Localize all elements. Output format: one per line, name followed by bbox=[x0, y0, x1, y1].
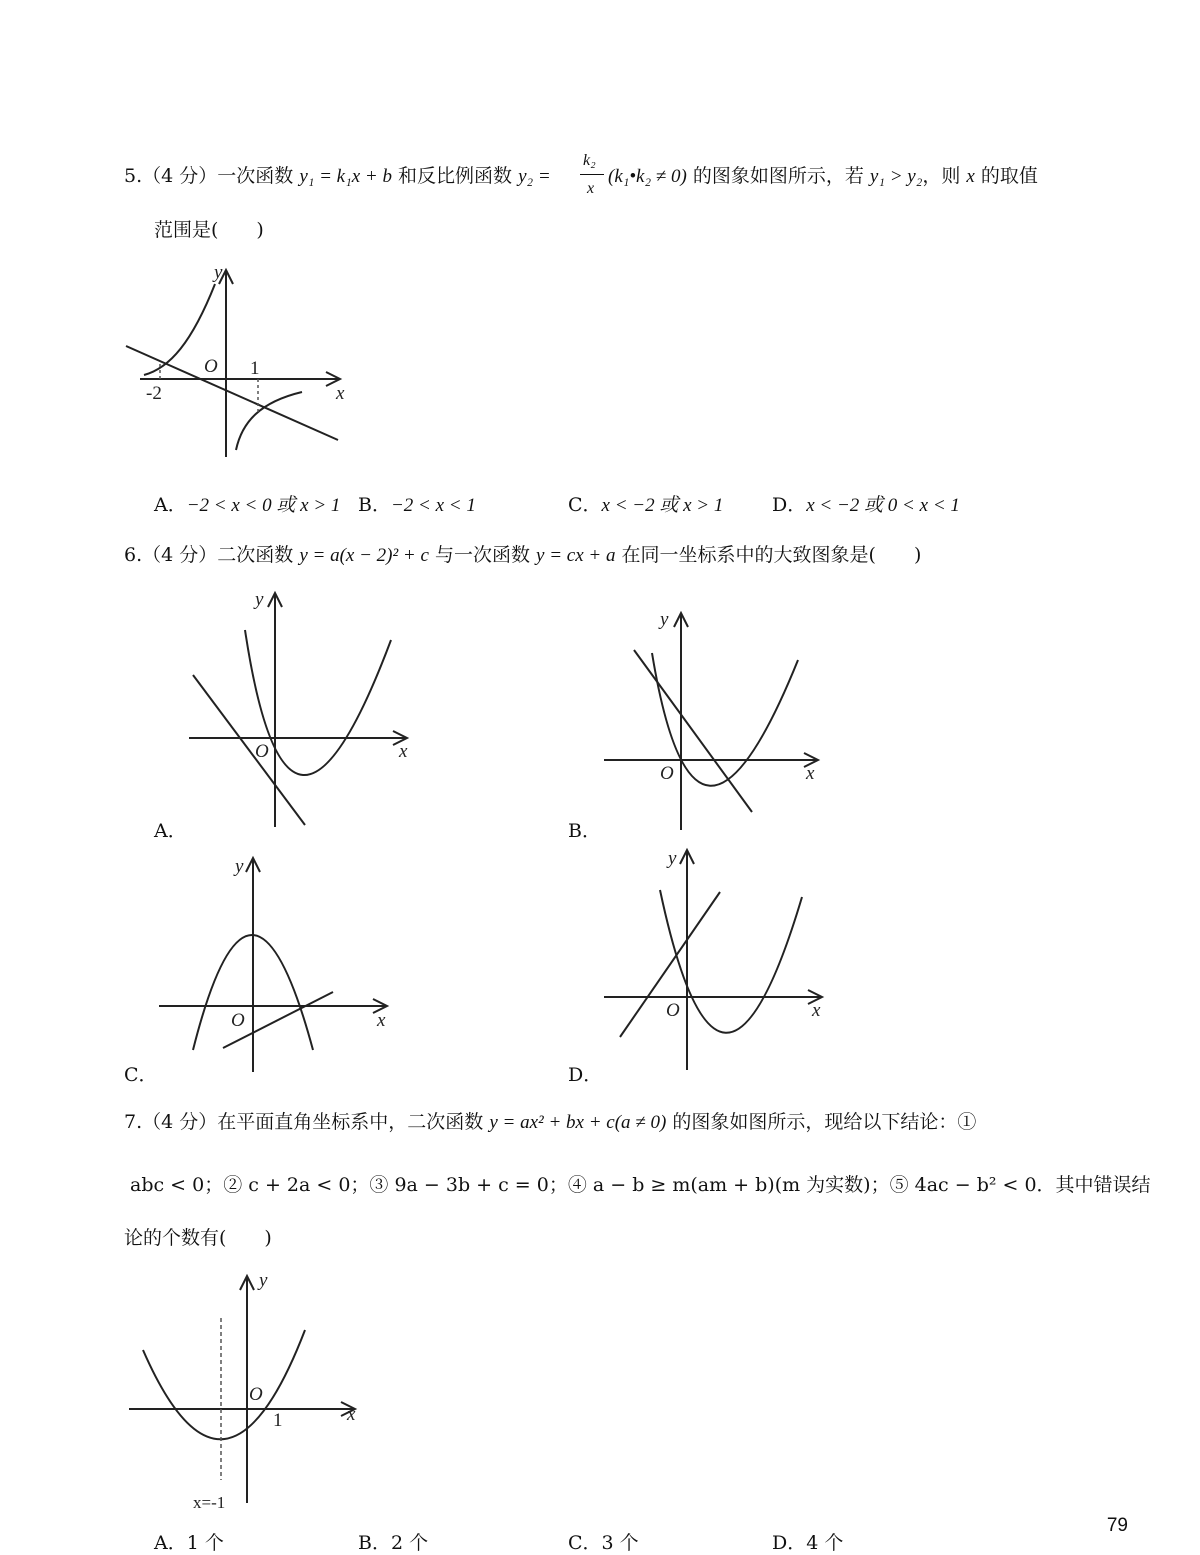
svg-text:y: y bbox=[255, 589, 264, 610]
svg-text:1: 1 bbox=[273, 1410, 283, 1431]
svg-text:x: x bbox=[377, 1010, 386, 1031]
q7-option-c[interactable]: C．3 个 bbox=[568, 1532, 639, 1554]
q6-graph-b bbox=[600, 605, 840, 835]
q7-line3: 论的个数有( ) bbox=[124, 1227, 272, 1249]
q6-graph-d bbox=[600, 842, 840, 1074]
q7-formula: y = ax² + bx + c(a ≠ 0) bbox=[489, 1112, 667, 1133]
svg-text:x=-1: x=-1 bbox=[193, 1493, 226, 1512]
svg-text:O: O bbox=[666, 1000, 680, 1021]
q6-option-b[interactable]: B． bbox=[568, 820, 601, 842]
q5-origin-label: O bbox=[204, 356, 218, 377]
q7-graph bbox=[125, 1268, 365, 1513]
q5-fraction-bar bbox=[580, 174, 604, 175]
q5-fraction-denominator: x bbox=[587, 180, 595, 197]
svg-text:y: y bbox=[660, 609, 669, 630]
q5-formula-linear: y₁ = k₁x + b bbox=[299, 166, 392, 187]
q5-fraction-numerator: k₂ bbox=[583, 152, 596, 169]
q6-option-a[interactable]: A． bbox=[154, 820, 187, 842]
svg-text:x: x bbox=[806, 763, 815, 784]
svg-text:x: x bbox=[812, 1000, 821, 1021]
svg-text:O: O bbox=[660, 763, 674, 784]
q5-option-b[interactable]: B．−2 < x < 1 bbox=[358, 494, 476, 516]
q6-graph-a bbox=[185, 585, 425, 830]
q5-x-label: x bbox=[336, 383, 345, 404]
page-number: 79 bbox=[1106, 1515, 1128, 1536]
q7-line2: abc < 0；② c + 2a < 0；③ 9a − 3b + c = 0；④ a − b ≥ m(am + b)(m 为实数)；⑤ 4ac − b² < 0．其中错误结 bbox=[130, 1174, 1151, 1196]
svg-text:O: O bbox=[255, 741, 269, 762]
q5-tick-1: 1 bbox=[250, 358, 260, 379]
svg-text:x: x bbox=[399, 741, 408, 762]
q5-graph bbox=[120, 262, 370, 462]
q5-tick-minus2: -2 bbox=[146, 383, 162, 404]
q5-option-c[interactable]: C．x < −2 或 x > 1 bbox=[568, 494, 724, 516]
svg-text:y: y bbox=[668, 848, 677, 869]
svg-text:x: x bbox=[347, 1404, 356, 1425]
q7-option-a[interactable]: A．1 个 bbox=[154, 1532, 224, 1554]
q6-formula-quadratic: y = a(x − 2)² + c bbox=[299, 545, 429, 566]
q5-line1: 5.（4 分）一次函数 y₁ = k₁x + b 和反比例函数 y₂ = bbox=[124, 165, 551, 187]
q5-line1-rest: (k₁•k₂ ≠ 0) 的图象如图所示，若 y₁ > y₂，则 x 的取值 bbox=[608, 165, 1038, 187]
svg-text:y: y bbox=[259, 1270, 268, 1291]
svg-text:y: y bbox=[235, 856, 244, 877]
q7-option-b[interactable]: B．2 个 bbox=[358, 1532, 429, 1554]
svg-text:O: O bbox=[249, 1384, 263, 1405]
q5-line2: 范围是( ) bbox=[154, 219, 264, 241]
q7-option-d[interactable]: D．4 个 bbox=[772, 1532, 844, 1554]
svg-text:O: O bbox=[231, 1010, 245, 1031]
q6-line1: 6.（4 分）二次函数 y = a(x − 2)² + c 与一次函数 y = cx + a 在同一坐标系中的大致图象是( ) bbox=[124, 544, 922, 566]
q5-formula-inverse-lhs: y₂ = bbox=[518, 166, 551, 187]
q5-y-label: y bbox=[214, 262, 223, 283]
q6-formula-linear: y = cx + a bbox=[536, 545, 616, 566]
q6-graph-c bbox=[155, 850, 395, 1075]
q6-option-d[interactable]: D． bbox=[568, 1064, 603, 1086]
q5-option-d[interactable]: D．x < −2 或 0 < x < 1 bbox=[772, 494, 960, 516]
q5-option-a[interactable]: A．−2 < x < 0 或 x > 1 bbox=[154, 494, 341, 516]
q6-option-c[interactable]: C． bbox=[124, 1064, 158, 1086]
q7-line1: 7.（4 分）在平面直角坐标系中，二次函数 y = ax² + bx + c(a ≠ 0) 的图象如图所示，现给以下结论：① bbox=[124, 1111, 977, 1133]
